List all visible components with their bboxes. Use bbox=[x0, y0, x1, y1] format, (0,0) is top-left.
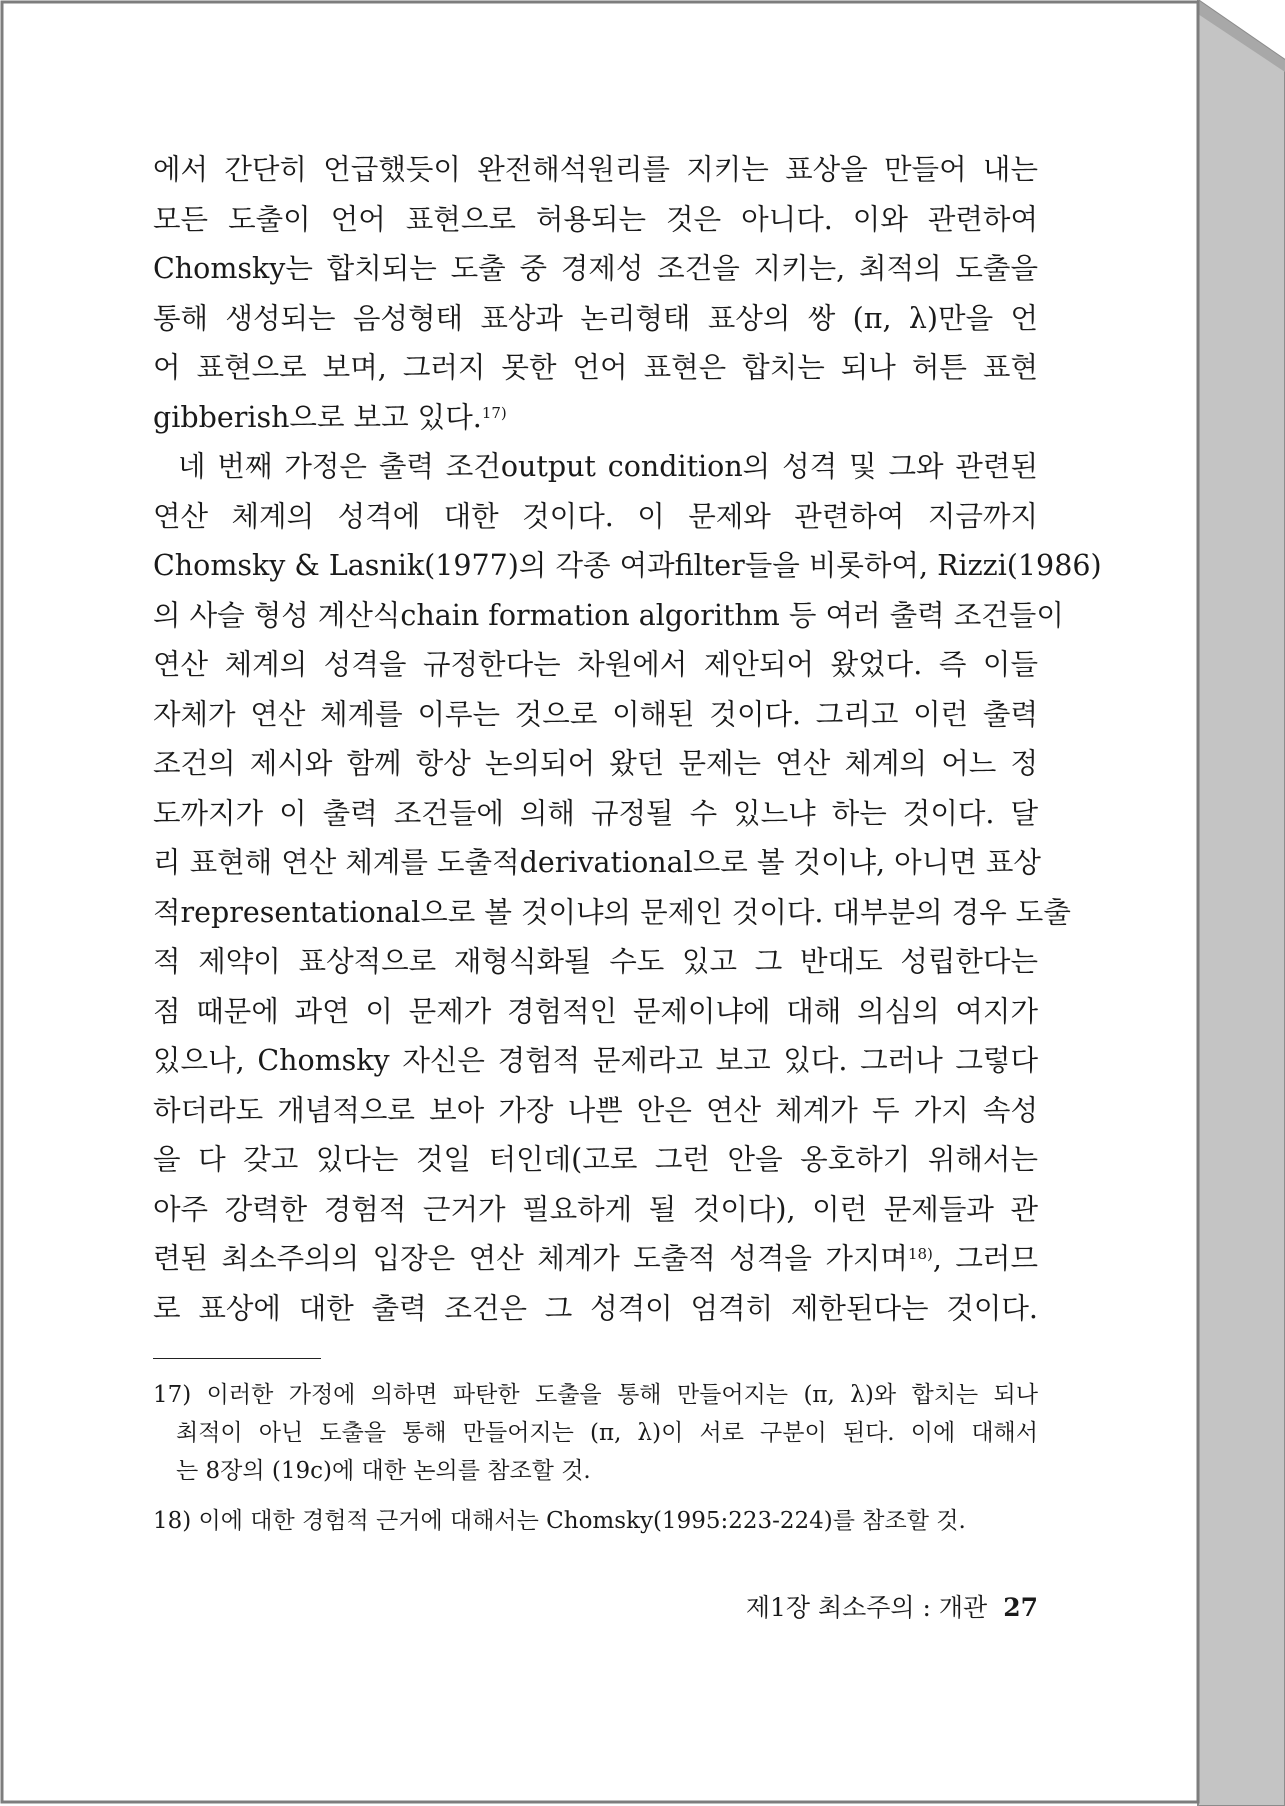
footnote-divider bbox=[153, 1358, 321, 1359]
text-line-content: gibberish으로 보고 있다. bbox=[153, 400, 482, 434]
text-line: 도까지가 이 출력 조건들에 의해 규정될 수 있느냐 하는 것이다. 달 bbox=[153, 796, 1038, 830]
footnote-17-line: 는 8장의 (19c)에 대한 논의를 참조할 것. bbox=[176, 1458, 591, 1484]
text-line: Chomsky는 합치되는 도출 중 경제성 조건을 지키는, 최적의 도출을 bbox=[153, 252, 1038, 285]
text-line: 적representational으로 볼 것이냐의 문제인 것이다. 대부분의 경우 도출 bbox=[153, 895, 1071, 929]
text-line: 하더라도 개념적으로 보아 가장 나쁜 안은 연산 체계가 두 가지 속성 bbox=[153, 1093, 1038, 1127]
text-line: 모든 도출이 언어 표현으로 허용되는 것은 아니다. 이와 관련하여 bbox=[153, 202, 1038, 236]
page-number: 27 bbox=[1003, 1593, 1038, 1622]
text-line-tail: , 그러므 bbox=[932, 1242, 1038, 1275]
text-line: 의 사슬 형성 계산식chain formation algorithm 등 여러 출력 조건들이 bbox=[153, 598, 1064, 632]
text-line: 자체가 연산 체계를 이루는 것으로 이해된 것이다. 그리고 이런 출력 bbox=[153, 697, 1038, 731]
text-line: 연산 체계의 성격을 규정한다는 차원에서 제안되어 왔었다. 즉 이들 bbox=[153, 648, 1038, 681]
text-line bbox=[153, 393, 1038, 443]
text-line: 조건의 제시와 함께 항상 논의되어 왔던 문제는 연산 체계의 어느 정 bbox=[153, 747, 1038, 780]
text-line: 통해 생성되는 음성형태 표상과 논리형태 표상의 쌍 (π, λ)만을 언 bbox=[153, 301, 1038, 335]
text-line: 네 번째 가정은 출력 조건output condition의 성격 및 그와 관련된 bbox=[178, 450, 1038, 483]
text-line: 어 표현으로 보며, 그러지 못한 언어 표현은 합치는 되나 허튼 표현 bbox=[153, 351, 1038, 384]
footnotes bbox=[153, 1376, 1038, 1540]
text-line bbox=[153, 1234, 1038, 1284]
text-line: 로 표상에 대한 출력 조건은 그 성격이 엄격히 제한된다는 것이다. bbox=[153, 1291, 1038, 1325]
text-line: 적 제약이 표상적으로 재형식화될 수도 있고 그 반대도 성립한다는 bbox=[153, 945, 1038, 978]
text-line: 리 표현해 연산 체계를 도출적derivational으로 볼 것이냐, 아니면 표상 bbox=[153, 846, 1041, 879]
text-line: 에서 간단히 언급했듯이 완전해석원리를 지키는 표상을 만들어 내는 bbox=[153, 153, 1038, 186]
footnote-ref-17[interactable]: 17) bbox=[481, 403, 507, 422]
footnote-17-line: 17) 이러한 가정에 의하면 파탄한 도출을 통해 만들어지는 (π, λ)와 합치는 되나 bbox=[153, 1382, 1038, 1408]
text-line: 아주 강력한 경험적 근거가 필요하게 될 것이다), 이런 문제들과 관 bbox=[153, 1192, 1038, 1226]
text-line-content: 련된 최소주의의 입장은 연산 체계가 도출적 성격을 가지며 bbox=[153, 1242, 908, 1275]
book-page-edge bbox=[1198, 0, 1285, 1806]
running-footer bbox=[746, 1588, 1038, 1624]
text-line: Chomsky & Lasnik(1977)의 각종 여과filter들을 비롯하여, Rizzi(1986) bbox=[153, 549, 1102, 582]
text-line: 연산 체계의 성격에 대한 것이다. 이 문제와 관련하여 지금까지 bbox=[153, 499, 1038, 533]
text-line: 있으나, Chomsky 자신은 경험적 문제라고 보고 있다. 그러나 그렇다 bbox=[153, 1044, 1038, 1077]
chapter-title: 제1장 최소주의 : 개관 bbox=[745, 1593, 988, 1622]
footnote-18-line: 18) 이에 대한 경험적 근거에 대해서는 Chomsky(1995:223-224)를 참조할 것. bbox=[153, 1508, 966, 1534]
footnote-ref-18[interactable]: 18) bbox=[907, 1245, 933, 1263]
footnote-17-line: 최적이 아닌 도출을 통해 만들어지는 (π, λ)이 서로 구분이 된다. 이에 대해서 bbox=[176, 1420, 1038, 1446]
text-line: 을 다 갖고 있다는 것일 터인데(고로 그런 안을 옹호하기 위해서는 bbox=[153, 1143, 1038, 1176]
text-line: 점 때문에 과연 이 문제가 경험적인 문제이냐에 대해 의심의 여지가 bbox=[153, 994, 1038, 1028]
body-text bbox=[153, 145, 1102, 1333]
